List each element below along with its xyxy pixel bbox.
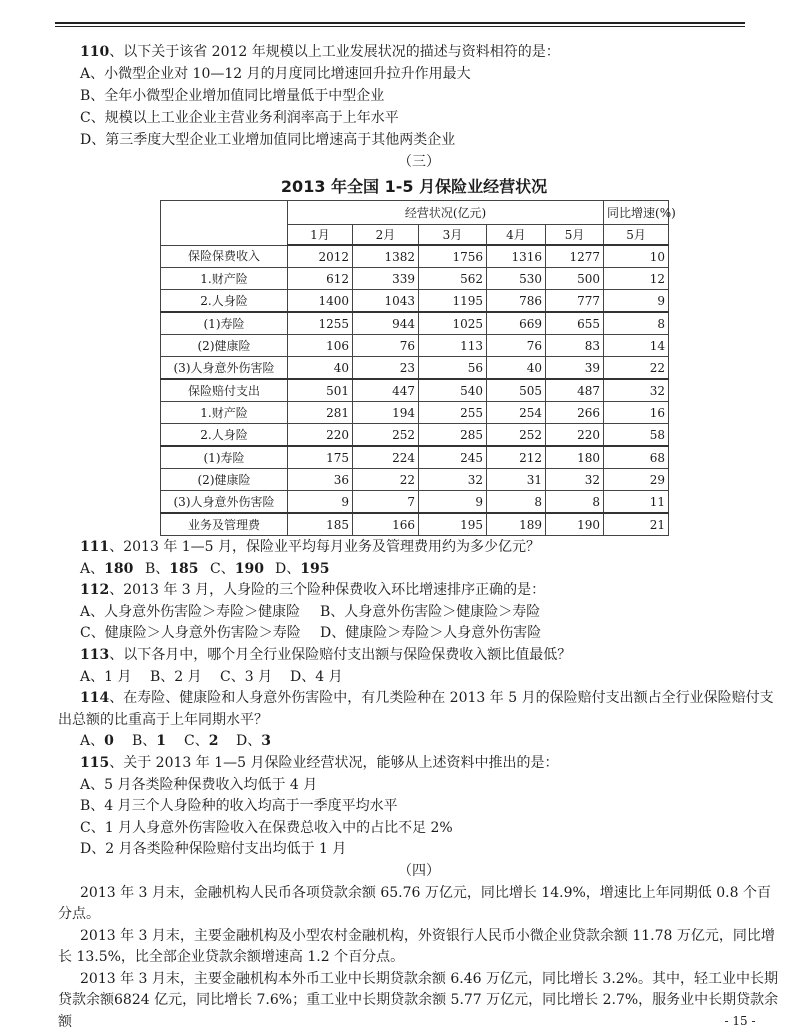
question-110-stem xyxy=(58,41,780,63)
value-cell: 39 xyxy=(546,357,604,380)
value-cell: 220 xyxy=(546,424,604,447)
option-value: 185 xyxy=(169,560,199,577)
value-cell: 83 xyxy=(546,335,604,357)
header-month-cell: 5月 xyxy=(546,225,604,246)
option-a xyxy=(80,731,132,753)
yoy-cell: 11 xyxy=(604,491,669,514)
value-cell: 22 xyxy=(353,469,419,491)
header-group-cell: 经营状况(亿元) xyxy=(288,201,604,225)
yoy-cell: 32 xyxy=(604,379,669,402)
value-cell: 1255 xyxy=(288,312,353,335)
row-label-cell: (3)人身意外伤害险 xyxy=(161,357,288,380)
option-letter: D、 xyxy=(275,560,301,577)
value-cell: 56 xyxy=(419,357,487,380)
table-row xyxy=(161,424,669,447)
value-cell: 252 xyxy=(487,424,546,447)
table-row xyxy=(161,268,669,290)
yoy-cell: 21 xyxy=(604,513,669,536)
option-c xyxy=(184,731,236,753)
option-d: D、第三季度大型企业工业增加值同比增速高于其他两类企业 xyxy=(80,132,456,148)
row-label-cell: 2.人身险 xyxy=(161,290,288,313)
yoy-cell: 10 xyxy=(604,245,669,268)
question-113-options xyxy=(58,667,780,689)
paragraph: 2013 年 3 月末，主要金融机构及小型农村金融机构，外资银行人民币小微企业贷款余额 11.78 万亿元，同比增长 13.5%，比全部企业贷款余额增速高 1.2 个百分点。 xyxy=(58,927,775,966)
option-c xyxy=(210,559,275,581)
option-d: D、4 月 xyxy=(290,668,343,685)
question-text: 、以下各月中，哪个月全行业保险赔付支出额与保险保费收入额比值最低？ xyxy=(109,646,572,663)
table-body xyxy=(161,245,669,536)
option-a: A、人身意外伤害险＞寿险＞健康险 xyxy=(80,603,301,620)
value-cell: 194 xyxy=(353,402,419,424)
option-a: A、1 月 xyxy=(80,668,132,685)
row-label-cell: 1.财产险 xyxy=(161,402,288,424)
value-cell: 175 xyxy=(288,446,353,469)
question-text: 、关于 2013 年 1—5 月保险业经营状况，能够从上述资料中推出的是： xyxy=(109,754,559,771)
table-row xyxy=(161,491,669,514)
value-cell: 76 xyxy=(487,335,546,357)
value-cell: 1756 xyxy=(419,245,487,268)
value-cell: 113 xyxy=(419,335,487,357)
table-row xyxy=(161,513,669,536)
value-cell: 562 xyxy=(419,268,487,290)
option-letter: A、 xyxy=(80,560,105,577)
question-number: 115 xyxy=(80,754,110,771)
question-number: 113 xyxy=(80,646,110,663)
option-a: A、5 月各类险种保费收入均低于 4 月 xyxy=(80,776,318,793)
value-cell: 76 xyxy=(353,335,419,357)
table-row xyxy=(161,379,669,402)
value-cell: 655 xyxy=(546,312,604,335)
value-cell: 9 xyxy=(419,491,487,514)
yoy-cell: 9 xyxy=(604,290,669,313)
header-month-cell: 2月 xyxy=(353,225,419,246)
row-label-cell: 1.财产险 xyxy=(161,268,288,290)
question-115-stem xyxy=(58,753,780,775)
value-cell: 195 xyxy=(419,513,487,536)
insurance-table xyxy=(160,200,676,536)
table-row xyxy=(161,335,669,357)
value-cell: 501 xyxy=(288,379,353,402)
value-cell: 669 xyxy=(487,312,546,335)
row-label-cell: (2)健康险 xyxy=(161,469,288,491)
row-label-cell: (2)健康险 xyxy=(161,335,288,357)
value-cell: 220 xyxy=(288,424,353,447)
table-row xyxy=(161,402,669,424)
question-112-options-row xyxy=(58,623,780,645)
option-value: 1 xyxy=(156,733,167,750)
row-label-cell: (1)寿险 xyxy=(161,446,288,469)
header-yoy-month-cell: 5月 xyxy=(604,225,669,246)
value-cell: 166 xyxy=(353,513,419,536)
row-label-cell: 保险保费收入 xyxy=(161,245,288,268)
option-b xyxy=(145,559,210,581)
option-a xyxy=(80,559,145,581)
value-cell: 185 xyxy=(288,513,353,536)
option-a: A、小微型企业对 10—12 月的月度同比增速回升拉升作用最大 xyxy=(80,66,471,82)
value-cell: 266 xyxy=(546,402,604,424)
value-cell: 224 xyxy=(353,446,419,469)
table-row xyxy=(161,469,669,491)
question-text: 、在寿险、健康险和人身意外伤害险中，有几类险种在 2013 年 5 月的保险赔付支出额占全行业保险赔付支出总额的比重高于上年同期水平？ xyxy=(58,690,774,728)
option-d: D、2 月各类险种保险赔付支出均低于 1 月 xyxy=(80,841,347,858)
yoy-cell: 16 xyxy=(604,402,669,424)
value-cell: 339 xyxy=(353,268,419,290)
value-cell: 254 xyxy=(487,402,546,424)
value-cell: 1382 xyxy=(353,245,419,268)
option-b: B、人身意外伤害险＞健康险＞寿险 xyxy=(320,603,541,620)
section-heading-3: （三） xyxy=(398,154,440,170)
page-number: - 15 - xyxy=(724,1014,756,1028)
value-cell: 9 xyxy=(288,491,353,514)
option-letter: D、 xyxy=(236,733,262,750)
option-letter: B、 xyxy=(132,733,157,750)
question-110-block xyxy=(58,41,780,173)
question-text: 、2013 年 3 月，人身险的三个险种保费收入环比增速排序正确的是： xyxy=(109,582,546,599)
value-cell: 281 xyxy=(288,402,353,424)
option-d: D、健康险＞寿险＞人身意外伤害险 xyxy=(320,625,542,642)
section-heading-4: （四） xyxy=(398,862,440,879)
value-cell: 505 xyxy=(487,379,546,402)
question-112-stem xyxy=(58,580,780,602)
questions-block xyxy=(58,537,780,1034)
value-cell: 36 xyxy=(288,469,353,491)
option-b: B、4 月三个人身险种的收入均高于一季度平均水平 xyxy=(80,798,398,815)
header-month-cell: 1月 xyxy=(288,225,353,246)
option-d xyxy=(236,731,288,753)
question-112-options-row xyxy=(58,602,780,624)
option-value: 180 xyxy=(104,560,134,577)
value-cell: 777 xyxy=(546,290,604,313)
value-cell: 285 xyxy=(419,424,487,447)
value-cell: 40 xyxy=(487,357,546,380)
value-cell: 8 xyxy=(487,491,546,514)
option-b xyxy=(132,731,184,753)
value-cell: 180 xyxy=(546,446,604,469)
row-label-cell: 业务及管理费 xyxy=(161,513,288,536)
option-d xyxy=(275,559,340,581)
row-label-cell: (1)寿险 xyxy=(161,312,288,335)
row-label-cell: 2.人身险 xyxy=(161,424,288,447)
row-label-cell: 保险赔付支出 xyxy=(161,379,288,402)
value-cell: 530 xyxy=(487,268,546,290)
paragraph: 2013 年 3 月末，主要金融机构本外币工业中长期贷款余额 6.46 万亿元，同比增长 3.2%。其中，轻工业中长期贷款余额6824 亿元，同比增长 7.6%；重工业中长期贷款余额 5.77 万亿元，同比增长 2.7%，服务业中长期贷款余额 xyxy=(58,970,779,1031)
option-letter: B、 xyxy=(145,560,170,577)
value-cell: 255 xyxy=(419,402,487,424)
yoy-cell: 14 xyxy=(604,335,669,357)
option-b: B、全年小微型企业增加值同比增量低于中型企业 xyxy=(80,88,385,104)
option-c: C、3 月 xyxy=(220,668,273,685)
option-value: 3 xyxy=(261,733,271,750)
value-cell: 1025 xyxy=(419,312,487,335)
value-cell: 245 xyxy=(419,446,487,469)
option-letter: A、 xyxy=(80,733,105,750)
header-month-cell: 3月 xyxy=(419,225,487,246)
value-cell: 487 xyxy=(546,379,604,402)
question-111-stem xyxy=(58,537,780,559)
question-number: 114 xyxy=(80,690,110,707)
option-b: B、2 月 xyxy=(150,668,202,685)
value-cell: 1316 xyxy=(487,245,546,268)
value-cell: 1277 xyxy=(546,245,604,268)
row-label-cell: (3)人身意外伤害险 xyxy=(161,491,288,514)
value-cell: 23 xyxy=(353,357,419,380)
value-cell: 1400 xyxy=(288,290,353,313)
header-double-rule xyxy=(55,22,745,27)
header-corner-cell xyxy=(161,201,288,246)
table-header-row xyxy=(161,201,669,225)
value-cell: 106 xyxy=(288,335,353,357)
option-c: C、健康险＞人身意外伤害险＞寿险 xyxy=(80,625,301,642)
option-value: 2 xyxy=(208,733,219,750)
option-c: C、规模以上工业企业主营业务利润率高于上年水平 xyxy=(80,110,399,126)
yoy-cell: 22 xyxy=(604,357,669,380)
question-number: 111 xyxy=(80,539,110,555)
question-113-stem xyxy=(58,645,780,667)
yoy-cell: 8 xyxy=(604,312,669,335)
question-number: 110 xyxy=(80,44,110,60)
option-c: C、1 月人身意外伤害险收入在保费总收入中的占比不足 2% xyxy=(80,819,453,836)
value-cell: 212 xyxy=(487,446,546,469)
value-cell: 2012 xyxy=(288,245,353,268)
value-cell: 786 xyxy=(487,290,546,313)
table-row xyxy=(161,245,669,268)
header-yoy-cell: 同比增速(%) xyxy=(604,201,669,225)
yoy-cell: 58 xyxy=(604,424,669,447)
value-cell: 7 xyxy=(353,491,419,514)
value-cell: 540 xyxy=(419,379,487,402)
value-cell: 500 xyxy=(546,268,604,290)
table-title: 2013 年全国 1-5 月保险业经营状况 xyxy=(280,177,548,196)
value-cell: 252 xyxy=(353,424,419,447)
question-text: 、以下关于该省 2012 年规模以上工业发展状况的描述与资料相符的是： xyxy=(109,44,560,60)
value-cell: 31 xyxy=(487,469,546,491)
option-value: 195 xyxy=(300,560,330,577)
value-cell: 8 xyxy=(546,491,604,514)
question-111-options xyxy=(58,559,780,581)
value-cell: 1043 xyxy=(353,290,419,313)
yoy-cell: 68 xyxy=(604,446,669,469)
yoy-cell: 29 xyxy=(604,469,669,491)
value-cell: 612 xyxy=(288,268,353,290)
option-letter: C、 xyxy=(210,560,235,577)
table-row xyxy=(161,357,669,380)
table-row xyxy=(161,446,669,469)
question-text: 、2013 年 1—5 月，保险业平均每月业务及管理费用约为多少亿元？ xyxy=(109,539,541,555)
value-cell: 447 xyxy=(353,379,419,402)
value-cell: 32 xyxy=(546,469,604,491)
value-cell: 40 xyxy=(288,357,353,380)
question-114-options xyxy=(58,731,780,753)
option-letter: C、 xyxy=(184,733,209,750)
value-cell: 1195 xyxy=(419,290,487,313)
value-cell: 32 xyxy=(419,469,487,491)
value-cell: 190 xyxy=(546,513,604,536)
question-number: 112 xyxy=(80,582,110,599)
question-114-stem xyxy=(58,688,780,731)
yoy-cell: 12 xyxy=(604,268,669,290)
value-cell: 189 xyxy=(487,513,546,536)
paragraph: 2013 年 3 月末，金融机构人民币各项贷款余额 65.76 万亿元，同比增长 14.9%，增速比上年同期低 0.8 个百分点。 xyxy=(58,884,771,923)
option-value: 0 xyxy=(104,733,114,750)
table-row xyxy=(161,290,669,313)
header-month-cell: 4月 xyxy=(487,225,546,246)
option-value: 190 xyxy=(234,560,264,577)
table-row xyxy=(161,312,669,335)
value-cell: 944 xyxy=(353,312,419,335)
